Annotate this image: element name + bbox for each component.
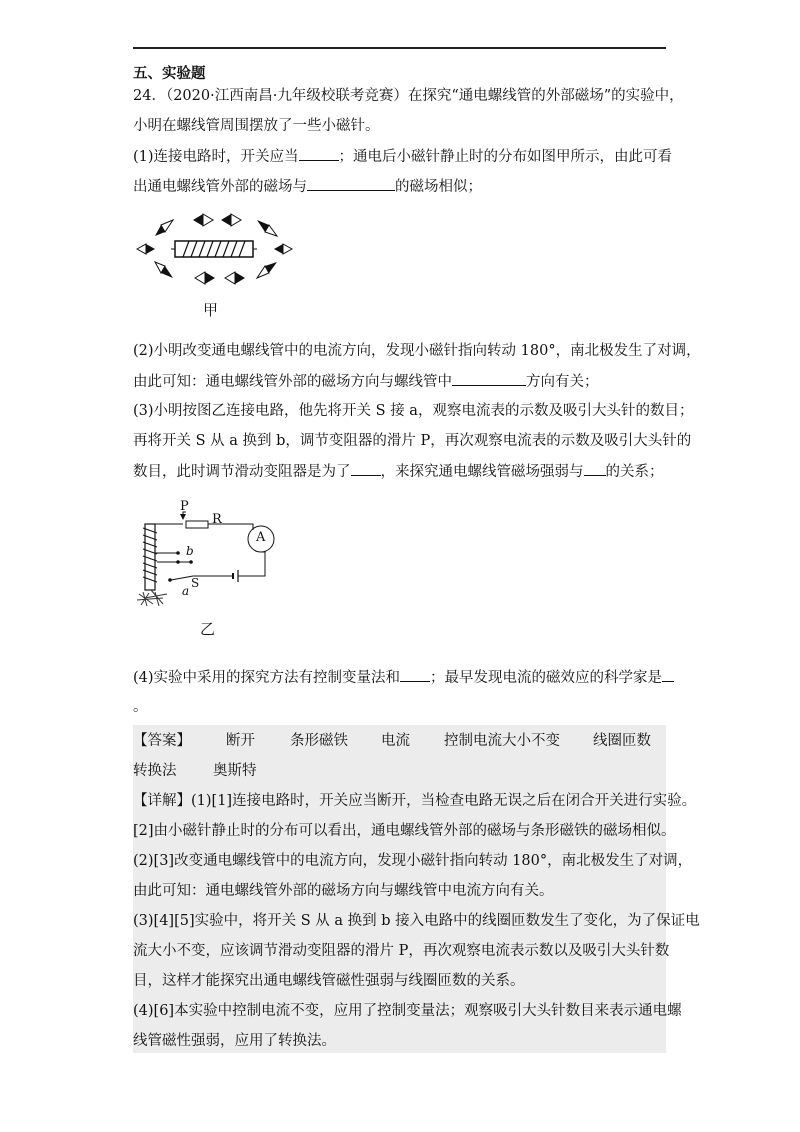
detail-line: 由此可知：通电螺线管外部的磁场方向与螺线管中电流方向有关。 <box>133 883 554 899</box>
question-stem-line-1: 24．（2020·江西南昌·九年级校联考竞赛）在探究“通电螺线管的外部磁场”的实验中， <box>133 88 684 104</box>
part-1-line-1: (1)连接电路时，开关应当 ；通电后小磁针静止时的分布如图甲所示，由此可看 <box>133 146 672 167</box>
detail-line: 流大小不变，应该调节滑动变阻器的滑片 P，再次观察电流表示数以及吸引大头针数 <box>133 943 670 959</box>
question-number: 24． <box>133 88 166 104</box>
part-3-line-2: 再将开关 S 从 a 换到 b，调节变阻器的滑片 P，再次观察电流表的示数及吸引大头针的 <box>133 433 692 449</box>
pins-icon <box>137 590 167 606</box>
detail-line: 目，这样才能探究出通电螺线管磁性强弱与线圈匝数的关系。 <box>133 973 525 989</box>
detail-line: 【详解】(1)[1]连接电路时，开关应当断开，当检查电路无误之后在闭合开关进行实验。 <box>133 793 697 809</box>
answer-blank <box>584 461 606 476</box>
compass-needle-icon <box>274 244 292 254</box>
ammeter-label: A <box>256 530 266 545</box>
answer-blank <box>299 146 339 161</box>
part-2-line-2: 由此可知：通电螺线管外部的磁场方向与螺线管中 方向有关； <box>133 371 599 392</box>
answer-item: 断开 <box>226 733 255 749</box>
detail-line: 线管磁性强弱，应用了转换法。 <box>133 1033 336 1049</box>
answer-label: 【答案】 <box>133 733 191 749</box>
slider-label: P <box>180 499 189 514</box>
top-rule <box>133 47 666 49</box>
section-heading: 五、实验题 <box>133 65 206 82</box>
answer-blank <box>307 176 395 191</box>
figure-2-label: 乙 <box>200 620 216 638</box>
detail-line: [2]由小磁针静止时的分布可以看出，通电螺线管外部的磁场与条形磁铁的磁场相似。 <box>133 823 676 839</box>
compass-needle-icon <box>257 220 277 236</box>
compass-needle-icon <box>193 214 213 226</box>
question-stem-line-2: 小明在螺线管周围摆放了一些小磁针。 <box>133 118 380 134</box>
switch-label: S <box>191 576 200 590</box>
part-3-line-1: (3)小明按图乙连接电路，他先将开关 S 接 a，观察电流表的示数及吸引大头针的数目； <box>133 403 694 419</box>
answer-item: 线圈匝数 <box>593 733 651 749</box>
rheostat-label: R <box>212 512 222 527</box>
compass-needle-icon <box>155 262 173 278</box>
compass-needle-icon <box>221 214 241 226</box>
part-4-line-2: 。 <box>133 699 148 715</box>
figure-1-label: 甲 <box>203 301 219 319</box>
part-2-line-1: (2)小明改变通电螺线管中的电流方向，发现小磁针指向转动 180°，南北极发生了对调， <box>133 343 701 359</box>
answer-item: 控制电流大小不变 <box>444 733 560 749</box>
answer-blank <box>662 667 674 682</box>
detail-line: (2)[3]改变通电螺线管中的电流方向，发现小磁针指向转动 180°，南北极发生了对调， <box>133 853 693 869</box>
figure-solenoid-compasses <box>133 210 298 295</box>
answer-item: 转换法 <box>133 763 177 779</box>
answer-blank <box>400 667 430 682</box>
contact-a-label: a <box>182 584 190 598</box>
part-3-line-3: 数目，此时调节滑动变阻器是为了 ，来探究通电螺线管磁场强弱与 的关系； <box>133 461 664 482</box>
slider-arrow-icon <box>180 514 186 520</box>
part-1-line-2: 出通电螺线管外部的磁场与 的磁场相似； <box>133 176 482 197</box>
detail-line: (4)[6]本实验中控制电流不变，应用了控制变量法；观察吸引大头针数目来表示通电螺 <box>133 1003 682 1019</box>
detail-line: (3)[4][5]实验中，将开关 S 从 a 换到 b 接入电路中的线圈匝数发生了变化，为了保证电 <box>133 913 700 929</box>
contact-b-label: b <box>186 544 194 558</box>
compass-needle-icon <box>155 220 173 236</box>
answer-item: 奥斯特 <box>213 763 257 779</box>
compass-needle-icon <box>225 272 245 284</box>
answer-item: 条形磁铁 <box>290 733 348 749</box>
answer-blank <box>452 371 526 386</box>
answer-item: 电流 <box>381 733 410 749</box>
answer-blank <box>351 461 381 476</box>
compass-needle-icon <box>137 244 155 254</box>
part-4-line-1: (4)实验中采用的探究方法有控制变量法和 ；最早发现电流的磁效应的科学家是 <box>133 667 674 688</box>
compass-needle-icon <box>195 272 215 284</box>
compass-needle-icon <box>257 262 277 278</box>
